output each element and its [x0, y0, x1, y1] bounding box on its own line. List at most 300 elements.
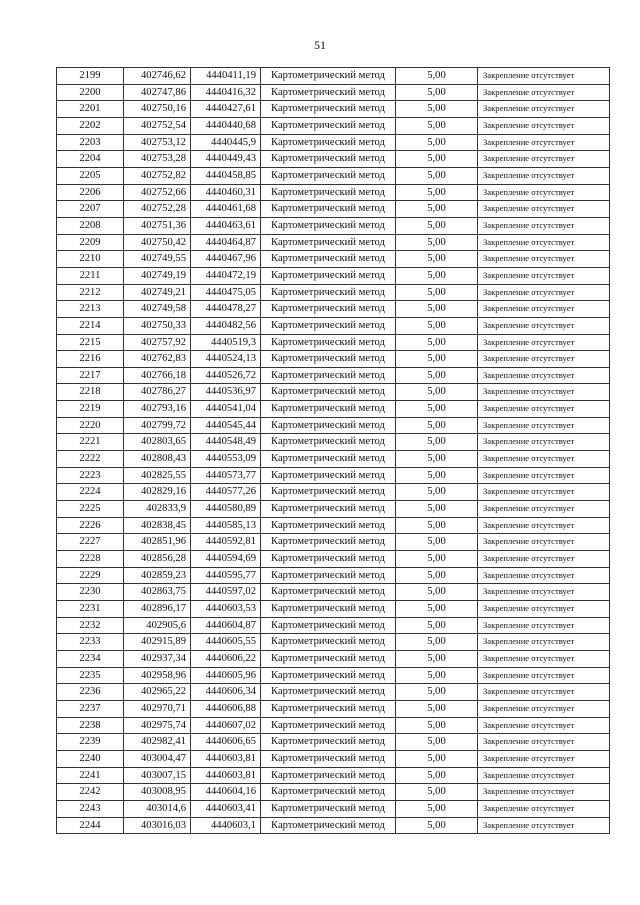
fixation-cell: Закрепление отсутствует [478, 484, 610, 501]
y-coordinate-cell: 4440464,87 [191, 234, 261, 251]
fixation-cell: Закрепление отсутствует [478, 750, 610, 767]
table-row [57, 717, 610, 734]
accuracy-cell: 5,00 [396, 451, 478, 468]
x-coordinate-cell: 402762,83 [124, 351, 191, 368]
x-coordinate-cell: 402749,19 [124, 267, 191, 284]
method-cell: Картометрический метод [261, 817, 396, 834]
x-coordinate-cell: 402746,62 [124, 68, 191, 85]
point-number-cell: 2221 [57, 434, 124, 451]
fixation-cell: Закрепление отсутствует [478, 367, 610, 384]
y-coordinate-cell: 4440467,96 [191, 251, 261, 268]
accuracy-cell: 5,00 [396, 700, 478, 717]
fixation-cell: Закрепление отсутствует [478, 650, 610, 667]
y-coordinate-cell: 4440461,68 [191, 201, 261, 218]
accuracy-cell: 5,00 [396, 217, 478, 234]
y-coordinate-cell: 4440427,61 [191, 101, 261, 118]
accuracy-cell: 5,00 [396, 434, 478, 451]
point-number-cell: 2225 [57, 501, 124, 518]
fixation-cell: Закрепление отсутствует [478, 251, 610, 268]
y-coordinate-cell: 4440478,27 [191, 301, 261, 318]
point-number-cell: 2209 [57, 234, 124, 251]
fixation-cell: Закрепление отсутствует [478, 234, 610, 251]
table-row [57, 101, 610, 118]
fixation-cell: Закрепление отсутствует [478, 217, 610, 234]
fixation-cell: Закрепление отсутствует [478, 267, 610, 284]
accuracy-cell: 5,00 [396, 251, 478, 268]
fixation-cell: Закрепление отсутствует [478, 601, 610, 618]
fixation-cell: Закрепление отсутствует [478, 301, 610, 318]
point-number-cell: 2215 [57, 334, 124, 351]
fixation-cell: Закрепление отсутствует [478, 684, 610, 701]
fixation-cell: Закрепление отсутствует [478, 117, 610, 134]
table-row [57, 650, 610, 667]
fixation-cell: Закрепление отсутствует [478, 467, 610, 484]
accuracy-cell: 5,00 [396, 351, 478, 368]
point-number-cell: 2235 [57, 667, 124, 684]
point-number-cell: 2205 [57, 167, 124, 184]
point-number-cell: 2203 [57, 134, 124, 151]
y-coordinate-cell: 4440603,81 [191, 767, 261, 784]
x-coordinate-cell: 402752,82 [124, 167, 191, 184]
table-row [57, 68, 610, 85]
accuracy-cell: 5,00 [396, 784, 478, 801]
page-number: 51 [314, 38, 326, 52]
y-coordinate-cell: 4440519,3 [191, 334, 261, 351]
table-row [57, 517, 610, 534]
method-cell: Картометрический метод [261, 267, 396, 284]
accuracy-cell: 5,00 [396, 467, 478, 484]
point-number-cell: 2199 [57, 68, 124, 85]
fixation-cell: Закрепление отсутствует [478, 101, 610, 118]
x-coordinate-cell: 402753,28 [124, 151, 191, 168]
y-coordinate-cell: 4440524,13 [191, 351, 261, 368]
fixation-cell: Закрепление отсутствует [478, 134, 610, 151]
y-coordinate-cell: 4440573,77 [191, 467, 261, 484]
table-row [57, 184, 610, 201]
point-number-cell: 2220 [57, 417, 124, 434]
x-coordinate-cell: 403008,95 [124, 784, 191, 801]
point-number-cell: 2231 [57, 601, 124, 618]
method-cell: Картометрический метод [261, 800, 396, 817]
fixation-cell: Закрепление отсутствует [478, 817, 610, 834]
method-cell: Картометрический метод [261, 434, 396, 451]
method-cell: Картометрический метод [261, 484, 396, 501]
y-coordinate-cell: 4440606,88 [191, 700, 261, 717]
point-number-cell: 2237 [57, 700, 124, 717]
accuracy-cell: 5,00 [396, 117, 478, 134]
point-number-cell: 2204 [57, 151, 124, 168]
fixation-cell: Закрепление отсутствует [478, 401, 610, 418]
table-row [57, 217, 610, 234]
fixation-cell: Закрепление отсутствует [478, 317, 610, 334]
method-cell: Картометрический метод [261, 501, 396, 518]
x-coordinate-cell: 402965,22 [124, 684, 191, 701]
table-row [57, 800, 610, 817]
point-number-cell: 2210 [57, 251, 124, 268]
x-coordinate-cell: 402856,28 [124, 551, 191, 568]
point-number-cell: 2233 [57, 634, 124, 651]
table-row [57, 134, 610, 151]
x-coordinate-cell: 402749,21 [124, 284, 191, 301]
table-row [57, 750, 610, 767]
table-row [57, 84, 610, 101]
point-number-cell: 2236 [57, 684, 124, 701]
x-coordinate-cell: 402749,58 [124, 301, 191, 318]
y-coordinate-cell: 4440606,22 [191, 650, 261, 667]
accuracy-cell: 5,00 [396, 151, 478, 168]
table-row [57, 734, 610, 751]
y-coordinate-cell: 4440440,68 [191, 117, 261, 134]
method-cell: Картометрический метод [261, 684, 396, 701]
fixation-cell: Закрепление отсутствует [478, 351, 610, 368]
table-row [57, 601, 610, 618]
fixation-cell: Закрепление отсутствует [478, 334, 610, 351]
method-cell: Картометрический метод [261, 68, 396, 85]
method-cell: Картометрический метод [261, 551, 396, 568]
accuracy-cell: 5,00 [396, 267, 478, 284]
y-coordinate-cell: 4440526,72 [191, 367, 261, 384]
method-cell: Картометрический метод [261, 134, 396, 151]
x-coordinate-cell: 402833,9 [124, 501, 191, 518]
fixation-cell: Закрепление отсутствует [478, 617, 610, 634]
y-coordinate-cell: 4440603,41 [191, 800, 261, 817]
point-number-cell: 2219 [57, 401, 124, 418]
x-coordinate-cell: 402750,42 [124, 234, 191, 251]
table-row [57, 484, 610, 501]
point-number-cell: 2218 [57, 384, 124, 401]
method-cell: Картометрический метод [261, 767, 396, 784]
y-coordinate-cell: 4440463,61 [191, 217, 261, 234]
accuracy-cell: 5,00 [396, 167, 478, 184]
table-row [57, 367, 610, 384]
point-number-cell: 2206 [57, 184, 124, 201]
point-number-cell: 2212 [57, 284, 124, 301]
fixation-cell: Закрепление отсутствует [478, 517, 610, 534]
table-row [57, 634, 610, 651]
y-coordinate-cell: 4440541,04 [191, 401, 261, 418]
fixation-cell: Закрепление отсутствует [478, 784, 610, 801]
fixation-cell: Закрепление отсутствует [478, 700, 610, 717]
y-coordinate-cell: 4440458,85 [191, 167, 261, 184]
fixation-cell: Закрепление отсутствует [478, 634, 610, 651]
method-cell: Картометрический метод [261, 734, 396, 751]
accuracy-cell: 5,00 [396, 334, 478, 351]
point-number-cell: 2217 [57, 367, 124, 384]
table-row [57, 451, 610, 468]
method-cell: Картометрический метод [261, 567, 396, 584]
fixation-cell: Закрепление отсутствует [478, 84, 610, 101]
fixation-cell: Закрепление отсутствует [478, 551, 610, 568]
fixation-cell: Закрепление отсутствует [478, 184, 610, 201]
table-row [57, 267, 610, 284]
method-cell: Картометрический метод [261, 717, 396, 734]
y-coordinate-cell: 4440577,26 [191, 484, 261, 501]
y-coordinate-cell: 4440416,32 [191, 84, 261, 101]
fixation-cell: Закрепление отсутствует [478, 434, 610, 451]
table-row [57, 700, 610, 717]
fixation-cell: Закрепление отсутствует [478, 167, 610, 184]
table-row [57, 201, 610, 218]
method-cell: Картометрический метод [261, 317, 396, 334]
table-row [57, 667, 610, 684]
accuracy-cell: 5,00 [396, 301, 478, 318]
x-coordinate-cell: 402793,16 [124, 401, 191, 418]
accuracy-cell: 5,00 [396, 417, 478, 434]
point-number-cell: 2244 [57, 817, 124, 834]
point-number-cell: 2214 [57, 317, 124, 334]
accuracy-cell: 5,00 [396, 184, 478, 201]
point-number-cell: 2240 [57, 750, 124, 767]
point-number-cell: 2213 [57, 301, 124, 318]
accuracy-cell: 5,00 [396, 734, 478, 751]
accuracy-cell: 5,00 [396, 201, 478, 218]
point-number-cell: 2232 [57, 617, 124, 634]
x-coordinate-cell: 402750,33 [124, 317, 191, 334]
point-number-cell: 2208 [57, 217, 124, 234]
y-coordinate-cell: 4440607,02 [191, 717, 261, 734]
point-number-cell: 2230 [57, 584, 124, 601]
accuracy-cell: 5,00 [396, 650, 478, 667]
fixation-cell: Закрепление отсутствует [478, 767, 610, 784]
y-coordinate-cell: 4440605,96 [191, 667, 261, 684]
table-row [57, 401, 610, 418]
x-coordinate-cell: 403007,15 [124, 767, 191, 784]
x-coordinate-cell: 402982,41 [124, 734, 191, 751]
table-row [57, 384, 610, 401]
fixation-cell: Закрепление отсутствует [478, 584, 610, 601]
x-coordinate-cell: 402859,23 [124, 567, 191, 584]
x-coordinate-cell: 402970,71 [124, 700, 191, 717]
table-row [57, 434, 610, 451]
accuracy-cell: 5,00 [396, 584, 478, 601]
x-coordinate-cell: 402905,6 [124, 617, 191, 634]
fixation-cell: Закрепление отсутствует [478, 717, 610, 734]
y-coordinate-cell: 4440460,31 [191, 184, 261, 201]
method-cell: Картометрический метод [261, 284, 396, 301]
method-cell: Картометрический метод [261, 384, 396, 401]
x-coordinate-cell: 402749,55 [124, 251, 191, 268]
y-coordinate-cell: 4440604,87 [191, 617, 261, 634]
x-coordinate-cell: 403016,03 [124, 817, 191, 834]
fixation-cell: Закрепление отсутствует [478, 417, 610, 434]
table-row [57, 784, 610, 801]
point-number-cell: 2241 [57, 767, 124, 784]
table-row [57, 551, 610, 568]
table-row [57, 151, 610, 168]
accuracy-cell: 5,00 [396, 367, 478, 384]
accuracy-cell: 5,00 [396, 134, 478, 151]
method-cell: Картометрический метод [261, 517, 396, 534]
point-number-cell: 2226 [57, 517, 124, 534]
fixation-cell: Закрепление отсутствует [478, 151, 610, 168]
accuracy-cell: 5,00 [396, 817, 478, 834]
table-row [57, 567, 610, 584]
y-coordinate-cell: 4440606,34 [191, 684, 261, 701]
method-cell: Картометрический метод [261, 84, 396, 101]
x-coordinate-cell: 402750,16 [124, 101, 191, 118]
table-row [57, 417, 610, 434]
x-coordinate-cell: 403014,6 [124, 800, 191, 817]
x-coordinate-cell: 402975,74 [124, 717, 191, 734]
table-row [57, 317, 610, 334]
accuracy-cell: 5,00 [396, 567, 478, 584]
fixation-cell: Закрепление отсутствует [478, 734, 610, 751]
x-coordinate-cell: 402757,92 [124, 334, 191, 351]
accuracy-cell: 5,00 [396, 717, 478, 734]
method-cell: Картометрический метод [261, 417, 396, 434]
y-coordinate-cell: 4440536,97 [191, 384, 261, 401]
y-coordinate-cell: 4440603,1 [191, 817, 261, 834]
method-cell: Картометрический метод [261, 401, 396, 418]
method-cell: Картометрический метод [261, 784, 396, 801]
accuracy-cell: 5,00 [396, 234, 478, 251]
accuracy-cell: 5,00 [396, 84, 478, 101]
table-row [57, 251, 610, 268]
table-row [57, 817, 610, 834]
accuracy-cell: 5,00 [396, 517, 478, 534]
method-cell: Картометрический метод [261, 334, 396, 351]
y-coordinate-cell: 4440603,81 [191, 750, 261, 767]
point-number-cell: 2202 [57, 117, 124, 134]
method-cell: Картометрический метод [261, 451, 396, 468]
y-coordinate-cell: 4440594,69 [191, 551, 261, 568]
method-cell: Картометрический метод [261, 650, 396, 667]
x-coordinate-cell: 402751,36 [124, 217, 191, 234]
method-cell: Картометрический метод [261, 101, 396, 118]
x-coordinate-cell: 402752,28 [124, 201, 191, 218]
point-number-cell: 2242 [57, 784, 124, 801]
accuracy-cell: 5,00 [396, 401, 478, 418]
method-cell: Картометрический метод [261, 184, 396, 201]
point-number-cell: 2211 [57, 267, 124, 284]
table-row [57, 617, 610, 634]
method-cell: Картометрический метод [261, 667, 396, 684]
point-number-cell: 2200 [57, 84, 124, 101]
y-coordinate-cell: 4440580,89 [191, 501, 261, 518]
point-number-cell: 2207 [57, 201, 124, 218]
accuracy-cell: 5,00 [396, 534, 478, 551]
x-coordinate-cell: 402937,34 [124, 650, 191, 667]
method-cell: Картометрический метод [261, 201, 396, 218]
point-number-cell: 2243 [57, 800, 124, 817]
accuracy-cell: 5,00 [396, 68, 478, 85]
y-coordinate-cell: 4440482,56 [191, 317, 261, 334]
y-coordinate-cell: 4440606,65 [191, 734, 261, 751]
point-number-cell: 2229 [57, 567, 124, 584]
x-coordinate-cell: 402829,16 [124, 484, 191, 501]
fixation-cell: Закрепление отсутствует [478, 800, 610, 817]
accuracy-cell: 5,00 [396, 101, 478, 118]
method-cell: Картометрический метод [261, 117, 396, 134]
method-cell: Картометрический метод [261, 367, 396, 384]
method-cell: Картометрический метод [261, 534, 396, 551]
y-coordinate-cell: 4440585,13 [191, 517, 261, 534]
table-row [57, 501, 610, 518]
point-number-cell: 2234 [57, 650, 124, 667]
fixation-cell: Закрепление отсутствует [478, 201, 610, 218]
x-coordinate-cell: 402766,18 [124, 367, 191, 384]
y-coordinate-cell: 4440553,09 [191, 451, 261, 468]
accuracy-cell: 5,00 [396, 317, 478, 334]
x-coordinate-cell: 402896,17 [124, 601, 191, 618]
table-row [57, 767, 610, 784]
point-number-cell: 2222 [57, 451, 124, 468]
point-number-cell: 2223 [57, 467, 124, 484]
accuracy-cell: 5,00 [396, 684, 478, 701]
y-coordinate-cell: 4440597,02 [191, 584, 261, 601]
accuracy-cell: 5,00 [396, 284, 478, 301]
table-row [57, 167, 610, 184]
table-row [57, 584, 610, 601]
point-number-cell: 2238 [57, 717, 124, 734]
x-coordinate-cell: 402958,96 [124, 667, 191, 684]
y-coordinate-cell: 4440592,81 [191, 534, 261, 551]
point-number-cell: 2228 [57, 551, 124, 568]
y-coordinate-cell: 4440604,16 [191, 784, 261, 801]
x-coordinate-cell: 402825,55 [124, 467, 191, 484]
point-number-cell: 2216 [57, 351, 124, 368]
accuracy-cell: 5,00 [396, 551, 478, 568]
method-cell: Картометрический метод [261, 167, 396, 184]
x-coordinate-cell: 402915,89 [124, 634, 191, 651]
y-coordinate-cell: 4440603,53 [191, 601, 261, 618]
method-cell: Картометрический метод [261, 617, 396, 634]
method-cell: Картометрический метод [261, 351, 396, 368]
table-row [57, 117, 610, 134]
table-row [57, 351, 610, 368]
accuracy-cell: 5,00 [396, 800, 478, 817]
x-coordinate-cell: 402851,96 [124, 534, 191, 551]
coordinates-table [56, 67, 610, 834]
method-cell: Картометрический метод [261, 601, 396, 618]
accuracy-cell: 5,00 [396, 767, 478, 784]
accuracy-cell: 5,00 [396, 750, 478, 767]
coordinates-table-body [57, 68, 610, 834]
x-coordinate-cell: 402752,54 [124, 117, 191, 134]
y-coordinate-cell: 4440605,55 [191, 634, 261, 651]
accuracy-cell: 5,00 [396, 384, 478, 401]
fixation-cell: Закрепление отсутствует [478, 667, 610, 684]
x-coordinate-cell: 402838,45 [124, 517, 191, 534]
x-coordinate-cell: 402753,12 [124, 134, 191, 151]
y-coordinate-cell: 4440595,77 [191, 567, 261, 584]
point-number-cell: 2227 [57, 534, 124, 551]
point-number-cell: 2239 [57, 734, 124, 751]
method-cell: Картометрический метод [261, 700, 396, 717]
method-cell: Картометрический метод [261, 251, 396, 268]
fixation-cell: Закрепление отсутствует [478, 451, 610, 468]
method-cell: Картометрический метод [261, 217, 396, 234]
fixation-cell: Закрепление отсутствует [478, 384, 610, 401]
x-coordinate-cell: 402786,27 [124, 384, 191, 401]
x-coordinate-cell: 402747,86 [124, 84, 191, 101]
x-coordinate-cell: 402752,66 [124, 184, 191, 201]
table-row [57, 334, 610, 351]
table-row [57, 534, 610, 551]
accuracy-cell: 5,00 [396, 601, 478, 618]
y-coordinate-cell: 4440449,43 [191, 151, 261, 168]
table-row [57, 234, 610, 251]
x-coordinate-cell: 402808,43 [124, 451, 191, 468]
fixation-cell: Закрепление отсутствует [478, 68, 610, 85]
accuracy-cell: 5,00 [396, 484, 478, 501]
y-coordinate-cell: 4440545,44 [191, 417, 261, 434]
y-coordinate-cell: 4440411,19 [191, 68, 261, 85]
method-cell: Картометрический метод [261, 750, 396, 767]
y-coordinate-cell: 4440548,49 [191, 434, 261, 451]
method-cell: Картометрический метод [261, 467, 396, 484]
accuracy-cell: 5,00 [396, 501, 478, 518]
